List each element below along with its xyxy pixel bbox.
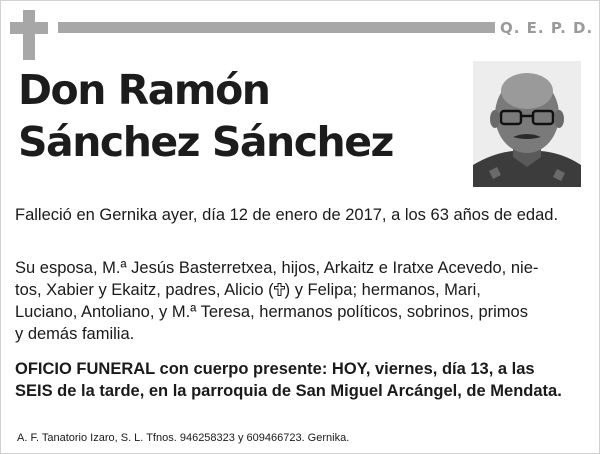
deceased-photo (473, 61, 581, 187)
family-paragraph (15, 257, 575, 345)
portrait-image (473, 61, 581, 187)
latin-cross-icon (10, 10, 48, 60)
death-announcement: Falleció en Gernika ayer, día 12 de enero de 2017, a los 63 años de edad. (15, 206, 559, 224)
family-line-4: y demás familia. (15, 325, 135, 343)
header-bar (58, 22, 495, 33)
family-line-2a: tos, Xabier y Ekaitz, padres, Alicio ( (15, 281, 274, 299)
funeral-details: OFICIO FUNERAL con cuerpo presente: HOY, viernes, día 13, a las SEIS de la tarde, en la parroquia de San Miguel Arcángel, de Mendata. (15, 360, 562, 400)
name-line-1: Don Ramón (18, 66, 270, 114)
family-line-1: Su esposa, M.ª Jesús Basterretxea, hijos, Arkaitz e Iratxe Acevedo, nie- (15, 259, 539, 277)
deceased-cross-icon (274, 280, 285, 293)
family-line-3: Luciano, Antoliano, y M.ª Teresa, hermanos políticos, sobrinos, primos (15, 303, 528, 321)
name-line-2: Sánchez Sánchez (18, 118, 393, 166)
deceased-name (18, 64, 393, 168)
qepd-label: Q. E. P. D. (500, 19, 594, 37)
family-line-2b: ) y Felipa; hermanos, Mari, (284, 281, 481, 299)
funeral-home-footer: A. F. Tanatorio Izaro, S. L. Tfnos. 946258323 y 609466723. Gernika. (17, 432, 350, 444)
